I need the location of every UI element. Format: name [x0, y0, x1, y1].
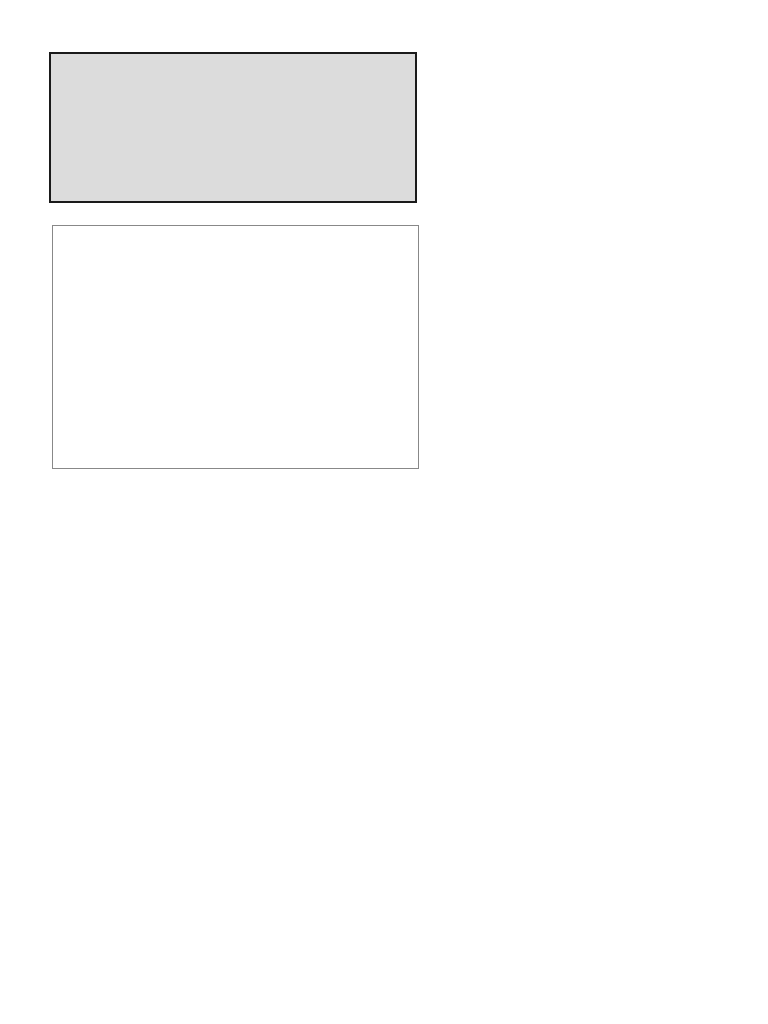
task-instructions-box [49, 52, 417, 203]
bar-chart [52, 225, 419, 469]
bar-chart-svg [53, 226, 418, 468]
